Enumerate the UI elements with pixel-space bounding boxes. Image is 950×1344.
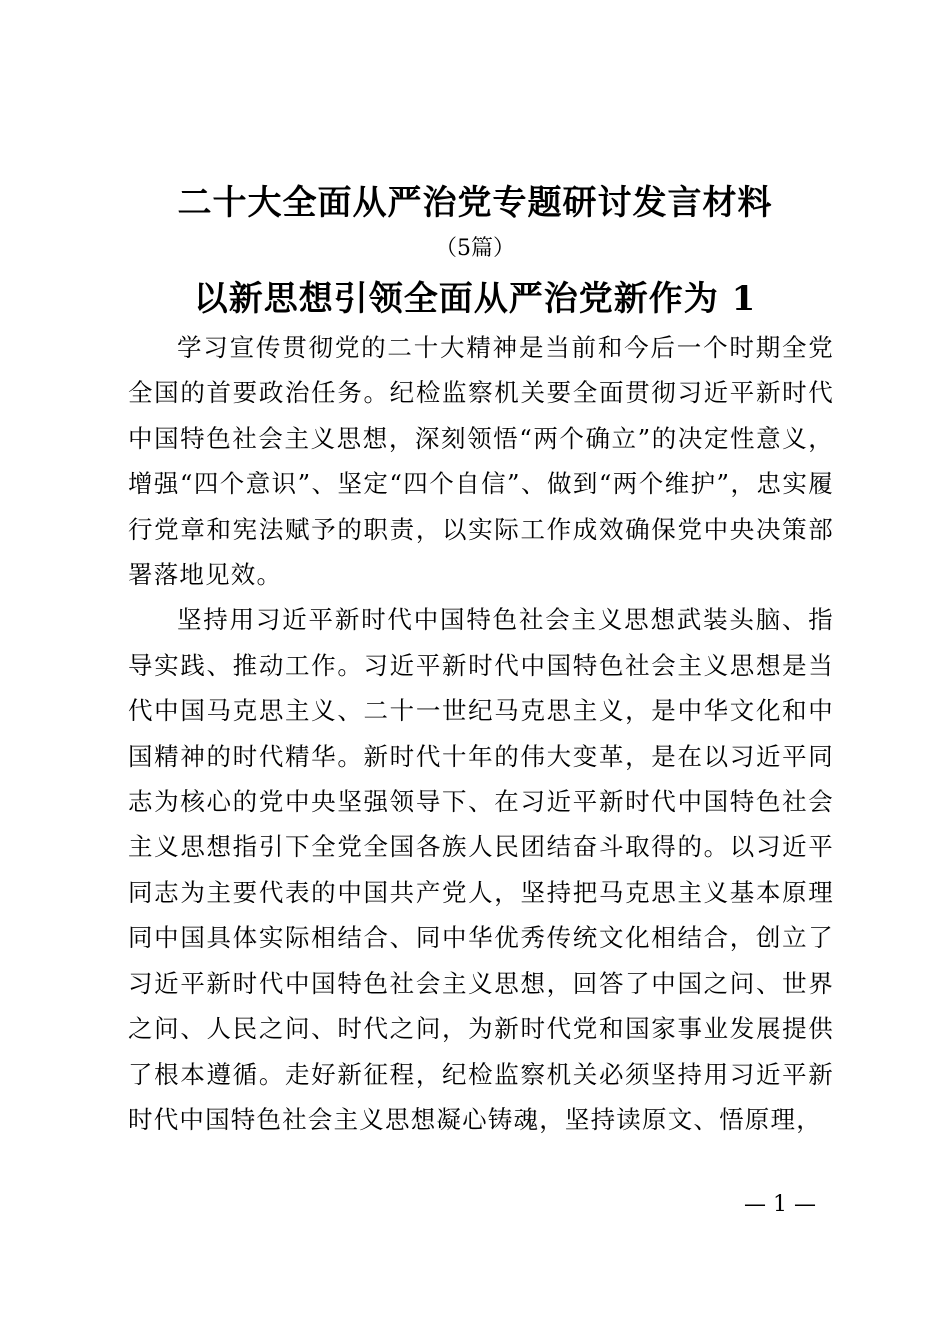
main-title: 二十大全面从严治党专题研讨发言材料 (177, 183, 773, 223)
paragraph: 学习宣传贯彻党的二十大精神是当前和今后一个时期全党全国的首要政治任务。纪检监察机关要全面贯彻习近平新时代中国特色社会主义思想，深刻领悟“两个确立”的决定性意义，增强“四个意识”、坚定“四个自信”、做到“两个维护”，忠实履行党章和宪法赋予的职责，以实际工作成效确保党中央决策部署落地见效。 (128, 333, 834, 590)
body-text (128, 325, 834, 1142)
paragraph: 坚持用习近平新时代中国特色社会主义思想武装头脑、指导实践、推动工作。习近平新时代中国特色社会主义思想是当代中国马克思主义、二十一世纪马克思主义，是中华文化和中国精神的时代精华。新时代十年的伟大变革，是在以习近平同志为核心的党中央坚强领导下、在习近平新时代中国特色社会主义思想指引下全党全国各族人民团结奋斗取得的。以习近平同志为主要代表的中国共产党人，坚持把马克思主义基本原理同中国具体实际相结合、同中华优秀传统文化相结合，创立了习近平新时代中国特色社会主义思想，回答了中国之问、世界之问、人民之问、时代之问，为新时代党和国家事业发展提供了根本遵循。走好新征程，纪检监察机关必须坚持用习近平新时代中国特色社会主义思想凝心铸魂，坚持读原文、悟原理， (128, 605, 834, 1134)
subtitle-count: （5篇） (435, 236, 515, 261)
article-title: 以新思想引领全面从严治党新作为 1 (193, 279, 757, 319)
page-number: — 1 — (744, 1192, 816, 1217)
